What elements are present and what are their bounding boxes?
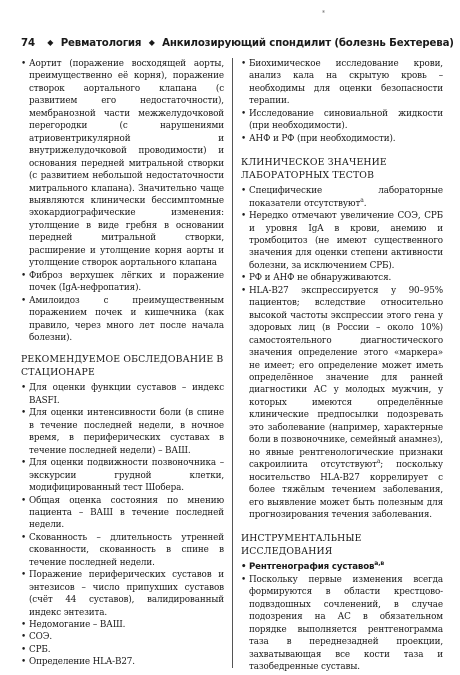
list-item: • Исследование синовиальной жидкости (при необходимости). [241, 108, 443, 133]
corner-mark: * [322, 10, 325, 17]
right-column [241, 58, 443, 673]
diamond-separator-icon: ◆ [47, 38, 54, 47]
list-item [241, 285, 443, 522]
item-text: Специфические лабораторные показатели отсутствуют [249, 186, 443, 209]
column-divider [232, 58, 233, 668]
list-item: • Для оценки интенсивности боли (в спине в течение последней недели, в ночное время, в периферических суставах в течение последней недели) – ВАШ. [21, 407, 224, 457]
section-heading: ИНСТРУМЕНТАЛЬНЫЕ ИССЛЕДОВАНИЯ [241, 533, 362, 557]
list-item: • СОЭ. [21, 631, 224, 643]
list-item: • Аортит (поражение восходящей аорты, преимущественно её корня), поражение створок аортального клапана (с развитием его недостаточности), мембранозной части межжелудочковой перегородки (с нарушениями атриовентрикулярной и внутрижелудочковой проводимости) и основания передней митральной створки (с развитием небольшой недостаточности митрального клапана). Значительно чаще выявляются клинически бессимптомные эхокардиографические изменения: утолщение в виде гребня в основании передней митральной створки, расширение и утолщение корня аорты и утолщение створок аортального клапана [21, 58, 224, 270]
list-item [241, 185, 443, 210]
instrumental-list [241, 561, 443, 673]
list-item: • Поражение периферических суставов и энтезисов – число припухших суставов (счёт 44 суставов), валидированный индекс энтезита. [21, 569, 224, 619]
list-item: • Скованность – длительность утренней скованности, скованность в спине в течение последней недели. [21, 532, 224, 569]
lab-tests-list [241, 58, 443, 145]
page-header [21, 38, 454, 54]
item-text: РФ и АНФ не обнаруживаются. [249, 273, 392, 284]
footnote-mark: а,в [374, 560, 385, 568]
item-text: Нередко отмечают увеличение СОЭ, СРБ и уровня IgA в крови, анемию и тромбоцитоз (не имеют существенного значения для оценки степени активности болезни, за исключением СРБ). [249, 211, 443, 271]
list-item [241, 272, 443, 284]
section-name: Ревматология [60, 38, 142, 49]
list-item: • Определение HLA-B27. [21, 656, 224, 668]
list-item [241, 561, 443, 573]
section-heading: РЕКОМЕНДУЕМОЕ ОБСЛЕДОВАНИЕ В СТАЦИОНАРЕ [21, 354, 224, 378]
left-column [21, 58, 224, 669]
list-item [241, 210, 443, 272]
list-item: • Недомогание – ВАШ. [21, 619, 224, 631]
footnote-mark: а [360, 196, 364, 204]
item-tail: . [363, 198, 367, 209]
complications-list [21, 58, 224, 344]
section-heading: КЛИНИЧЕСКОЕ ЗНАЧЕНИЕ ЛАБОРАТОРНЫХ ТЕСТОВ [241, 157, 387, 181]
list-item: • АНФ и РФ (при необходимости). [241, 133, 443, 145]
list-item: • СРБ. [21, 644, 224, 656]
item-text: HLA-B27 экспрессируется у 90–95% пациентов; вследствие относительно высокой частоты экспрессии этого гена у здоровых лиц (в России – около 10%) самостоятельного диагностического значения определение этого «маркера» не имеет; его определение может иметь определённое значение для ранней диагностики АС у молодых мужчин, у которых имеются определённые клинические предпосылки подозревать это заболевание (например, характерные боли в позвоночнике, семейный анамнез), но явные рентгенологические признаки сакроилиита отсутствуют [249, 285, 443, 471]
footnote-mark: а [376, 458, 381, 466]
hospital-exam-list [21, 382, 224, 668]
page-number: 74 [21, 38, 35, 49]
list-item: • Поскольку первые изменения всегда формируются в области крестцово-подвздошных сочленений, в случае подозрения на АС в обязательном порядке выполняется рентгенограмма таза в переднезадней проекции, захватывающая все кости таза и тазобедренные суставы. [241, 574, 443, 674]
list-item: • Для оценки функции суставов – индекс BASFI. [21, 382, 224, 407]
chapter-name: Анкилозирующий спондилит (болезнь Бехтерева) [162, 38, 454, 49]
list-item: • Общая оценка состояния по мнению пациента – ВАШ в течение последней недели. [21, 495, 224, 532]
list-item: • Амилоидоз с преимущественным поражением почек и кишечника (как правило, через много лет после начала болезни). [21, 295, 224, 345]
diamond-separator-icon: ◆ [148, 38, 155, 47]
clinical-significance-list [241, 185, 443, 521]
list-item: • Фиброз верхушек лёгких и поражение почек (IgA-нефропатия). [21, 270, 224, 295]
item-tail: ; поскольку носительство HLA-B27 коррелирует с более тяжёлым течением заболевания, его выявление может быть полезным для прогнозирования течения заболевания. [249, 460, 443, 520]
list-item: • Для оценки подвижности позвоночника – экскурсии грудной клетки, модифицированный тест Шобера. [21, 457, 224, 494]
list-item: • Биохимическое исследование крови, анализ кала на скрытую кровь – необходимы для оценки безопасности терапии. [241, 58, 443, 108]
item-text: Рентгенография суставов [249, 562, 375, 573]
